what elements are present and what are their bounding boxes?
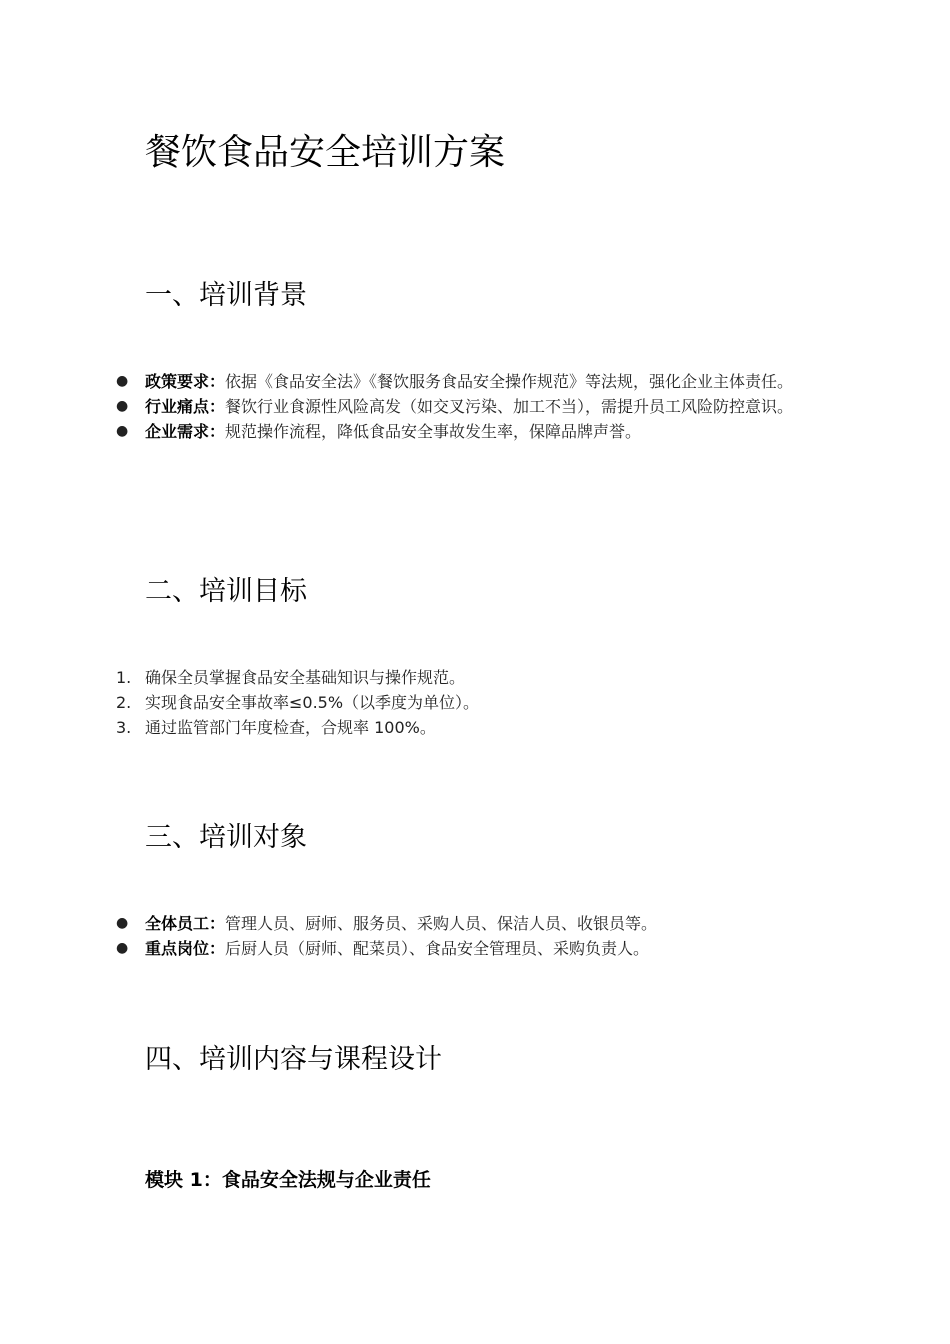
list-item — [116, 911, 806, 936]
item-label: 政策要求： — [145, 372, 226, 391]
item-text: 依据《食品安全法》《餐饮服务食品安全操作规范》等法规，强化企业主体责任。 — [225, 372, 794, 391]
module-heading: 模块 1：食品安全法规与企业责任 — [145, 1169, 431, 1191]
goals-list — [116, 665, 806, 740]
item-text: 实现食品安全事故率≤0.5%（以季度为单位）。 — [145, 693, 480, 712]
item-text: 餐饮行业食源性风险高发（如交叉污染、加工不当），需提升员工风险防控意识。 — [225, 397, 794, 416]
list-item — [116, 369, 806, 394]
list-item — [116, 394, 806, 419]
item-text: 管理人员、厨师、服务员、采购人员、保洁人员、收银员等。 — [225, 914, 658, 933]
background-list — [116, 369, 806, 444]
item-text: 确保全员掌握食品安全基础知识与操作规范。 — [145, 668, 466, 687]
item-number: 3. — [116, 718, 132, 737]
item-text: 通过监管部门年度检查，合规率 100%。 — [145, 718, 436, 737]
list-item — [116, 690, 806, 715]
item-text: 规范操作流程，降低食品安全事故发生率，保障品牌声誉。 — [225, 422, 642, 441]
list-item — [116, 665, 806, 690]
bullet-icon: ● — [116, 940, 129, 956]
bullet-icon: ● — [116, 915, 129, 931]
list-item — [116, 936, 806, 961]
item-number: 1. — [116, 668, 132, 687]
section-heading-content: 四、培训内容与课程设计 — [145, 1044, 442, 1075]
section-heading-audience: 三、培训对象 — [145, 822, 307, 853]
list-item — [116, 715, 806, 740]
bullet-icon: ● — [116, 423, 129, 439]
item-label: 重点岗位： — [145, 939, 226, 958]
item-number: 2. — [116, 693, 132, 712]
item-text: 后厨人员（厨师、配菜员）、食品安全管理员、采购负责人。 — [225, 939, 650, 958]
item-label: 全体员工： — [145, 914, 226, 933]
section-heading-background: 一、培训背景 — [145, 280, 307, 311]
audience-list — [116, 911, 806, 961]
item-label: 行业痛点： — [145, 397, 226, 416]
bullet-icon: ● — [116, 373, 129, 389]
section-heading-goals: 二、培训目标 — [145, 576, 307, 607]
list-item — [116, 419, 806, 444]
bullet-icon: ● — [116, 398, 129, 414]
document-title: 餐饮食品安全培训方案 — [145, 132, 506, 173]
item-label: 企业需求： — [145, 422, 226, 441]
